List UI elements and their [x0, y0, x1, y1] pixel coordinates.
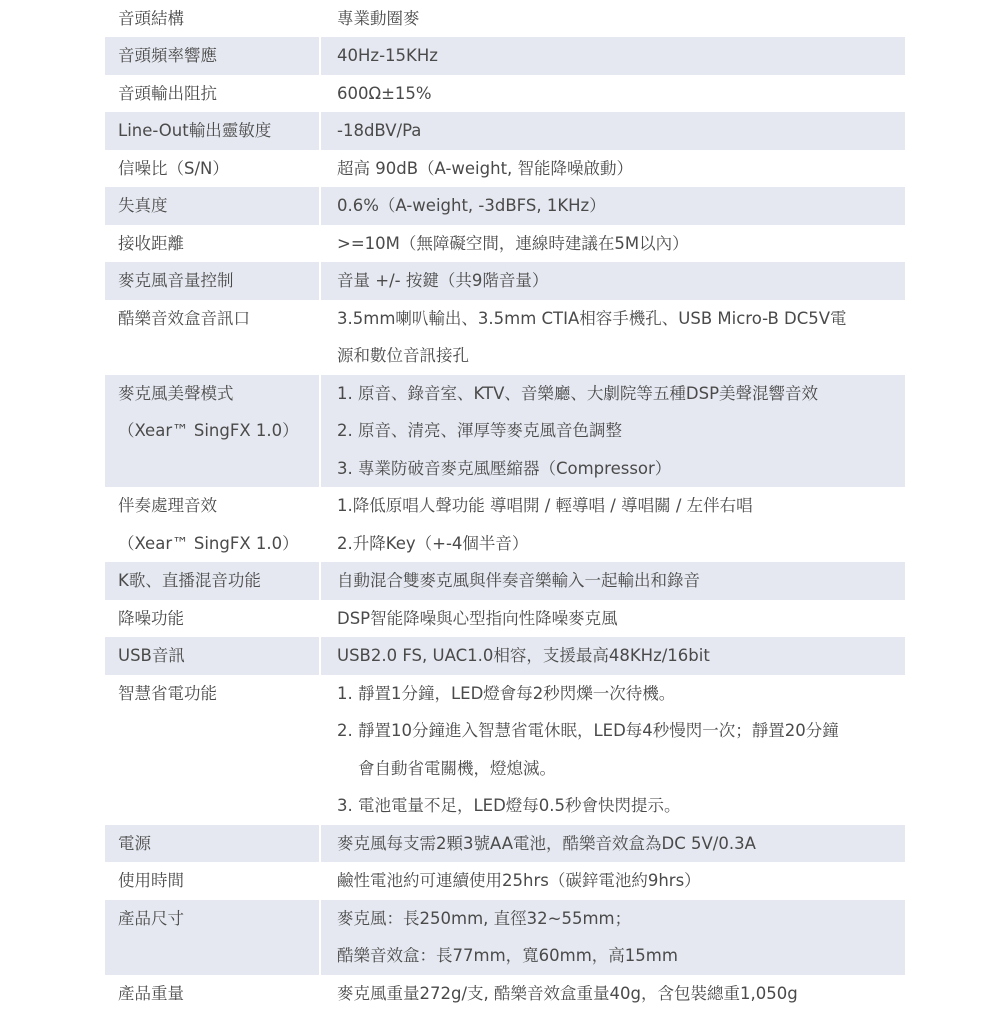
spec-value-line: USB2.0 FS, UAC1.0相容，支援最高48KHz/16bit	[337, 637, 905, 675]
spec-value-line: -18dBV/Pa	[337, 112, 905, 150]
spec-label-line: 電源	[118, 825, 319, 863]
spec-row-19	[105, 975, 905, 1012]
spec-value-line: 0.6%（A-weight, -3dBFS, 1KHz）	[337, 187, 905, 225]
spec-value	[319, 975, 905, 1012]
spec-label	[105, 637, 319, 675]
spec-value	[319, 187, 905, 225]
spec-label-line: K歌、直播混音功能	[118, 562, 319, 600]
spec-value-line: 1.降低原唱人聲功能 導唱開 / 輕導唱 / 導唱關 / 左伴右唱	[337, 487, 905, 525]
spec-value-line: 音量 +/- 按鍵（共9階音量）	[337, 262, 905, 300]
spec-value-line: 源和數位音訊接孔	[337, 337, 905, 375]
spec-label-line: 產品尺寸	[118, 900, 319, 938]
spec-value-line: 3.5mm喇叭輸出、3.5mm CTIA相容手機孔、USB Micro-B DC5V電	[337, 300, 905, 338]
spec-value	[319, 900, 905, 975]
spec-value-line: 3. 電池電量不足，LED燈每0.5秒會快閃提示。	[337, 787, 905, 825]
spec-table	[105, 0, 905, 1012]
spec-label-line: Line-Out輸出靈敏度	[118, 112, 319, 150]
spec-label-line: 信噪比（S/N）	[118, 150, 319, 188]
spec-value	[319, 675, 905, 825]
spec-label-line: 失真度	[118, 187, 319, 225]
spec-value	[319, 825, 905, 863]
spec-label-line: （Xear™ SingFX 1.0）	[118, 412, 319, 450]
spec-label	[105, 0, 319, 37]
spec-label-line: 音頭輸出阻抗	[118, 75, 319, 113]
spec-label-line: 音頭頻率響應	[118, 37, 319, 75]
spec-value	[319, 562, 905, 600]
spec-label-line: 音頭結構	[118, 0, 319, 37]
spec-label	[105, 825, 319, 863]
spec-row-6	[105, 187, 905, 225]
spec-label	[105, 37, 319, 75]
spec-label	[105, 262, 319, 300]
spec-value-line: 麥克風重量272g/支, 酷樂音效盒重量40g，含包裝總重1,050g	[337, 975, 905, 1012]
spec-value	[319, 37, 905, 75]
spec-label-line: 酷樂音效盒音訊口	[118, 300, 319, 338]
spec-value-line: 麥克風每支需2顆3號AA電池，酷樂音效盒為DC 5V/0.3A	[337, 825, 905, 863]
spec-value-line: 1. 靜置1分鐘，LED燈會每2秒閃爍一次待機。	[337, 675, 905, 713]
spec-row-13	[105, 600, 905, 638]
spec-value-line: 麥克風：長250mm, 直徑32~55mm；	[337, 900, 905, 938]
spec-row-15	[105, 675, 905, 825]
spec-label-line: 降噪功能	[118, 600, 319, 638]
spec-value-line: >=10M（無障礙空間，連線時建議在5M以內）	[337, 225, 905, 263]
spec-label-line: 伴奏處理音效	[118, 487, 319, 525]
spec-label	[105, 600, 319, 638]
spec-label	[105, 75, 319, 113]
spec-value-line: 1. 原音、錄音室、KTV、音樂廳、大劇院等五種DSP美聲混響音效	[337, 375, 905, 413]
spec-row-5	[105, 150, 905, 188]
spec-value-line: 酷樂音效盒：長77mm，寬60mm，高15mm	[337, 937, 905, 975]
spec-label-line: （Xear™ SingFX 1.0）	[118, 525, 319, 563]
spec-value	[319, 300, 905, 375]
spec-label-line: 麥克風音量控制	[118, 262, 319, 300]
spec-row-7	[105, 225, 905, 263]
spec-row-2	[105, 37, 905, 75]
spec-value	[319, 262, 905, 300]
spec-value	[319, 637, 905, 675]
spec-label-line: 產品重量	[118, 975, 319, 1012]
spec-value-line: 2. 原音、清亮、渾厚等麥克風音色調整	[337, 412, 905, 450]
spec-value-line: 2. 靜置10分鐘進入智慧省電休眠，LED每4秒慢閃一次；靜置20分鐘	[337, 712, 905, 750]
spec-value-line: 超高 90dB（A-weight, 智能降噪啟動）	[337, 150, 905, 188]
spec-value-line: 3. 專業防破音麥克風壓縮器（Compressor）	[337, 450, 905, 488]
spec-label	[105, 375, 319, 488]
spec-row-12	[105, 562, 905, 600]
spec-row-14	[105, 637, 905, 675]
spec-label	[105, 862, 319, 900]
spec-row-3	[105, 75, 905, 113]
spec-label	[105, 562, 319, 600]
spec-value-line: 鹼性電池約可連續使用25hrs（碳鋅電池約9hrs）	[337, 862, 905, 900]
spec-label	[105, 487, 319, 562]
spec-row-10	[105, 375, 905, 488]
spec-value-line: 自動混合雙麥克風與伴奏音樂輸入一起輸出和錄音	[337, 562, 905, 600]
spec-value	[319, 75, 905, 113]
spec-value	[319, 112, 905, 150]
spec-label-line: 使用時間	[118, 862, 319, 900]
spec-row-16	[105, 825, 905, 863]
spec-label	[105, 675, 319, 825]
spec-label-line: 麥克風美聲模式	[118, 375, 319, 413]
spec-value	[319, 225, 905, 263]
spec-row-1	[105, 0, 905, 37]
spec-label-line: USB音訊	[118, 637, 319, 675]
spec-row-9	[105, 300, 905, 375]
spec-value	[319, 862, 905, 900]
spec-value	[319, 600, 905, 638]
spec-label	[105, 225, 319, 263]
spec-row-18	[105, 900, 905, 975]
spec-row-17	[105, 862, 905, 900]
spec-value-line: 40Hz-15KHz	[337, 37, 905, 75]
spec-label	[105, 975, 319, 1012]
spec-row-4	[105, 112, 905, 150]
spec-value-line: 2.升降Key（+-4個半音）	[337, 525, 905, 563]
spec-label	[105, 150, 319, 188]
spec-value	[319, 375, 905, 488]
spec-row-8	[105, 262, 905, 300]
spec-label	[105, 112, 319, 150]
spec-value	[319, 150, 905, 188]
spec-label	[105, 187, 319, 225]
spec-label	[105, 900, 319, 975]
spec-value	[319, 0, 905, 37]
spec-row-11	[105, 487, 905, 562]
spec-label	[105, 300, 319, 375]
spec-value	[319, 487, 905, 562]
spec-label-line: 智慧省電功能	[118, 675, 319, 713]
spec-value-line: DSP智能降噪與心型指向性降噪麥克風	[337, 600, 905, 638]
spec-value-line: 600Ω±15%	[337, 75, 905, 113]
spec-label-line: 接收距離	[118, 225, 319, 263]
spec-value-line: 會自動省電關機，燈熄滅。	[337, 750, 905, 788]
spec-value-line: 專業動圈麥	[337, 0, 905, 37]
